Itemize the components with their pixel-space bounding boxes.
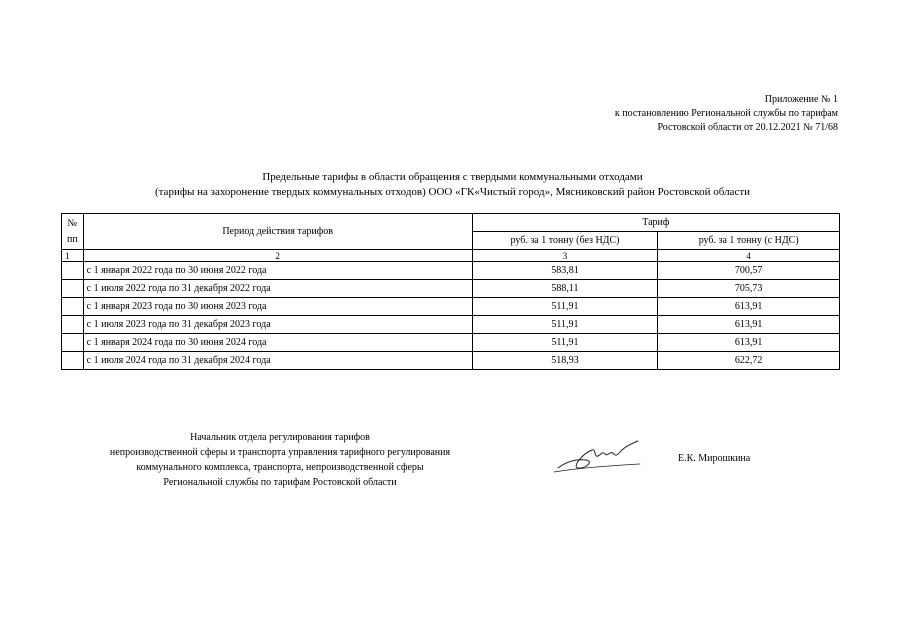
with-vat-cell: 705,73 xyxy=(658,280,840,298)
position-line-3: коммунального комплекса, транспорта, непроизводственной сферы xyxy=(136,462,424,473)
header-number-sub: пп xyxy=(66,233,78,245)
position-line-1: Начальник отдела регулирования тарифов xyxy=(190,432,370,443)
title-line-1: Предельные тарифы в области обращения с твердыми коммунальными отходами xyxy=(262,171,643,183)
period-cell: с 1 января 2023 года по 30 июня 2023 года xyxy=(83,298,472,316)
row-number-cell xyxy=(62,280,84,298)
appendix-header xyxy=(615,93,838,135)
row-number-cell xyxy=(62,352,84,370)
header-with-vat: руб. за 1 тонну (с НДС) xyxy=(658,232,840,250)
with-vat-cell: 613,91 xyxy=(658,298,840,316)
table-row xyxy=(62,316,840,334)
row-number-cell xyxy=(62,298,84,316)
header-period: Период действия тарифов xyxy=(83,214,472,250)
no-vat-cell: 511,91 xyxy=(472,334,658,352)
header-no-vat: руб. за 1 тонну (без НДС) xyxy=(472,232,658,250)
header-number-sign: № xyxy=(67,217,78,229)
period-cell: с 1 января 2024 года по 30 июня 2024 года xyxy=(83,334,472,352)
no-vat-cell: 511,91 xyxy=(472,316,658,334)
tariff-table xyxy=(61,213,840,370)
signer-name: Е.К. Мирошкина xyxy=(678,453,751,464)
table-row xyxy=(62,262,840,280)
column-index-cell: 3 xyxy=(472,250,658,262)
document-title xyxy=(0,170,905,200)
period-cell: с 1 июля 2023 года по 31 декабря 2023 года xyxy=(83,316,472,334)
row-number-cell xyxy=(62,316,84,334)
header-number xyxy=(62,214,84,250)
column-index-cell: 2 xyxy=(83,250,472,262)
appendix-line-3: Ростовской области от 20.12.2021 № 71/68 xyxy=(657,122,838,133)
period-cell: с 1 июля 2022 года по 31 декабря 2022 года xyxy=(83,280,472,298)
table-row xyxy=(62,352,840,370)
table-row xyxy=(62,334,840,352)
title-line-2: (тарифы на захоронение твердых коммунальных отходов) ООО «ГК«Чистый город», Мясниковский район Ростовской области xyxy=(154,186,751,198)
column-index-cell: 4 xyxy=(658,250,840,262)
row-number-cell xyxy=(62,262,84,280)
column-index-row xyxy=(62,250,840,262)
signatory-position xyxy=(60,430,500,490)
no-vat-cell: 588,11 xyxy=(472,280,658,298)
with-vat-cell: 613,91 xyxy=(658,316,840,334)
period-cell: с 1 января 2022 года по 30 июня 2022 года xyxy=(83,262,472,280)
header-tariff: Тариф xyxy=(472,214,839,232)
with-vat-cell: 622,72 xyxy=(658,352,840,370)
position-line-4: Региональной службы по тарифам Ростовской области xyxy=(163,477,397,488)
table-row xyxy=(62,298,840,316)
appendix-line-2: к постановлению Региональной службы по тарифам xyxy=(614,108,838,119)
no-vat-cell: 511,91 xyxy=(472,298,658,316)
column-index-cell: 1 xyxy=(62,250,84,262)
position-line-2: непроизводственной сферы и транспорта управления тарифного регулирования xyxy=(109,447,451,458)
no-vat-cell: 518,93 xyxy=(472,352,658,370)
no-vat-cell: 583,81 xyxy=(472,262,658,280)
with-vat-cell: 613,91 xyxy=(658,334,840,352)
handwritten-signature xyxy=(552,438,644,476)
appendix-line-1: Приложение № 1 xyxy=(764,94,838,105)
table-row xyxy=(62,280,840,298)
with-vat-cell: 700,57 xyxy=(658,262,840,280)
period-cell: с 1 июля 2024 года по 31 декабря 2024 года xyxy=(83,352,472,370)
row-number-cell xyxy=(62,334,84,352)
